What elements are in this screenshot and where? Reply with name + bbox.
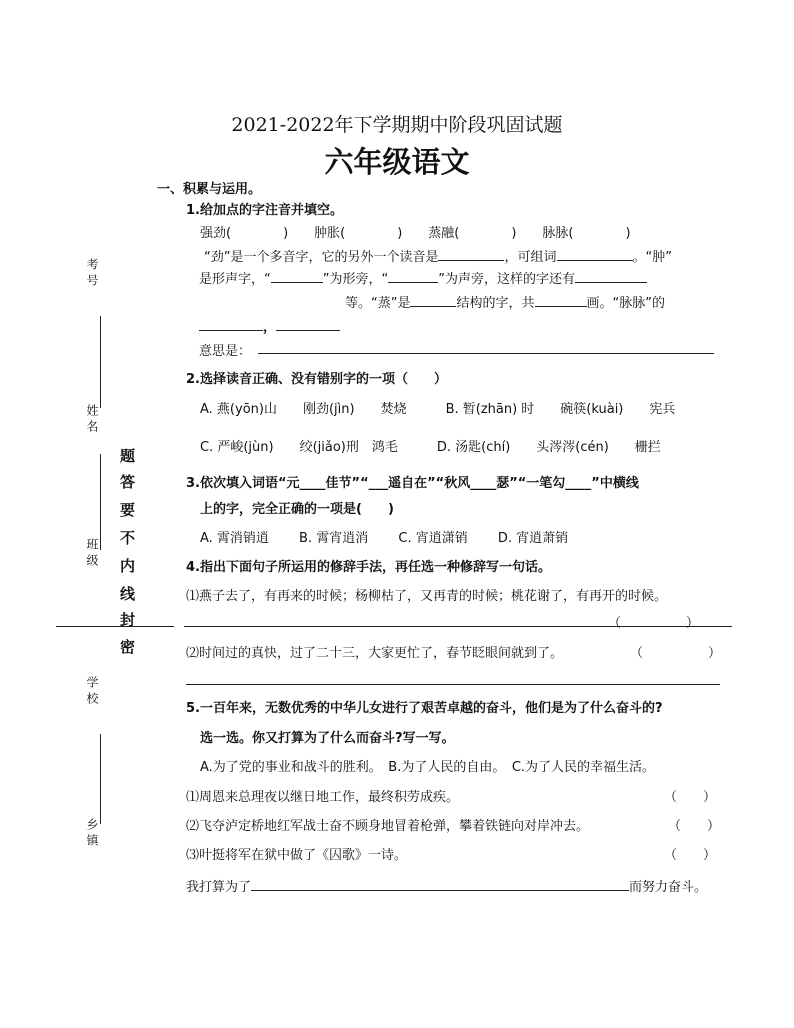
text: ，可组词 bbox=[504, 250, 557, 265]
q1-line-4 bbox=[199, 316, 340, 335]
q5-answer-paren-2[interactable]: （ ） bbox=[668, 819, 721, 834]
answer-blank[interactable] bbox=[410, 292, 456, 307]
question-1-title: 1.给加点的字注音并填空。 bbox=[186, 203, 343, 218]
answer-blank[interactable] bbox=[276, 316, 340, 331]
seal-char: 答 bbox=[120, 473, 136, 491]
question-3-title-cont: 上的字，完全正确的一项是( ) bbox=[200, 502, 394, 517]
text: ”为形旁，“ bbox=[322, 272, 389, 287]
seal-line bbox=[56, 626, 174, 627]
answer-blank[interactable] bbox=[388, 268, 438, 283]
q1-line-2 bbox=[199, 268, 647, 287]
answer-blank[interactable] bbox=[438, 246, 504, 261]
q5-item-3: ⑶叶挺将军在狱中做了《囚歌》一诗。 bbox=[186, 848, 408, 863]
meaning-blank[interactable] bbox=[258, 353, 714, 354]
q5-plan-line bbox=[186, 876, 707, 895]
answer-blank[interactable] bbox=[251, 876, 629, 891]
subject-title: 六年级语文 bbox=[324, 145, 470, 179]
binding-line bbox=[100, 316, 101, 408]
text: 结构的字，共 bbox=[456, 296, 535, 311]
q4-writing-blank[interactable] bbox=[186, 684, 720, 685]
text: 是形声字，“ bbox=[199, 272, 271, 287]
q4-sentence-2: ⑵时间过的真快，过了二十三，大家更忙了，春节眨眼间就到了。 bbox=[186, 646, 564, 661]
q5-answer-paren-3[interactable]: （ ） bbox=[664, 848, 717, 863]
seal-char: 内 bbox=[120, 557, 136, 575]
seal-char: 封 bbox=[120, 611, 136, 629]
text: 而努力奋斗。 bbox=[629, 880, 708, 895]
answer-blank[interactable] bbox=[557, 246, 633, 261]
seal-char: 题 bbox=[120, 447, 136, 465]
binding-line bbox=[100, 454, 101, 550]
q1-words-line: 强劲( ) 肿胀( ) 蒸融( ) 脉脉( ) bbox=[200, 226, 631, 241]
q5-item-2: ⑵飞夺泸定桥地红军战士奋不顾身地冒着枪弹，攀着铁链向对岸冲去。 bbox=[186, 819, 590, 834]
q4-answer-paren-1[interactable]: （ ） bbox=[608, 616, 700, 631]
seal-char: 密 bbox=[120, 638, 136, 656]
answer-blank[interactable] bbox=[271, 268, 323, 283]
text: 画。“脉脉”的 bbox=[586, 296, 665, 311]
seal-char: 线 bbox=[120, 585, 136, 603]
q3-options: A. 霄消销逍 B. 霄宵逍消 C. 宵逍潇销 D. 宵逍萧销 bbox=[200, 531, 569, 546]
q5-answer-paren-1[interactable]: （ ） bbox=[664, 790, 717, 805]
binding-field-name: 姓名 bbox=[85, 404, 99, 436]
q1-line-1 bbox=[204, 246, 672, 265]
q1-line-3 bbox=[345, 292, 665, 311]
question-4-title: 4.指出下面句子所运用的修辞手法，再任选一种修辞写一句话。 bbox=[186, 560, 551, 575]
question-3-title: 3.依次填入词语“元____佳节”“___遥自在”“秋风____瑟”“一笔勾____”中横线 bbox=[186, 476, 639, 491]
text: 我打算为了 bbox=[186, 880, 252, 895]
question-5-title: 5.一百年来，无数优秀的中华儿女进行了艰苦卓越的奋斗，他们是为了什么奋斗的? bbox=[186, 701, 663, 716]
text: “劲”是一个多音字，它的另外一个读音是 bbox=[204, 250, 439, 265]
binding-line bbox=[100, 734, 101, 824]
seal-char: 不 bbox=[120, 529, 136, 547]
q4-sentence-1: ⑴燕子去了，有再来的时候；杨柳枯了，又再青的时候；桃花谢了，有再开的时候。 bbox=[186, 589, 668, 604]
seal-char: 要 bbox=[120, 501, 136, 519]
section-heading: 一、积累与运用。 bbox=[157, 182, 262, 197]
answer-blank[interactable] bbox=[199, 316, 263, 331]
binding-field-class: 班级 bbox=[85, 538, 99, 570]
text: 等。“蒸”是 bbox=[345, 296, 411, 311]
q2-options-row-2: C. 严峻(jùn) 绞(jiǎo)刑 鸿毛 D. 汤匙(chí) 头涔涔(cén) 栅拦 bbox=[200, 440, 661, 455]
text: ， bbox=[263, 320, 277, 335]
q5-options: A.为了党的事业和战斗的胜利。 B.为了人民的自由。 C.为了人民的幸福生活。 bbox=[200, 760, 656, 775]
text: ”为声旁，这样的字还有 bbox=[438, 272, 575, 287]
binding-field-exam-number: 考号 bbox=[85, 258, 99, 290]
binding-field-school: 学校 bbox=[85, 676, 99, 708]
q4-answer-paren-2[interactable]: （ ） bbox=[630, 646, 722, 661]
q2-options-row-1: A. 燕(yōn)山 刚劲(jìn) 焚烧 B. 暂(zhān) 时 碗筷(kuài) 宪兵 bbox=[200, 402, 676, 417]
answer-blank[interactable] bbox=[575, 268, 647, 283]
exam-title: 2021-2022年下学期期中阶段巩固试题 bbox=[231, 114, 563, 136]
question-2-title: 2.选择读音正确、没有错别字的一项（ ） bbox=[186, 372, 447, 387]
meaning-label: 意思是： bbox=[199, 344, 252, 359]
question-5-title-cont: 选一选。你又打算为了什么而奋斗?写一写。 bbox=[200, 731, 455, 746]
answer-blank[interactable] bbox=[535, 292, 587, 307]
binding-field-township: 乡镇 bbox=[85, 818, 99, 850]
text: 。“肿” bbox=[632, 250, 672, 265]
q5-item-1: ⑴周恩来总理夜以继日地工作，最终积劳成疾。 bbox=[186, 790, 460, 805]
